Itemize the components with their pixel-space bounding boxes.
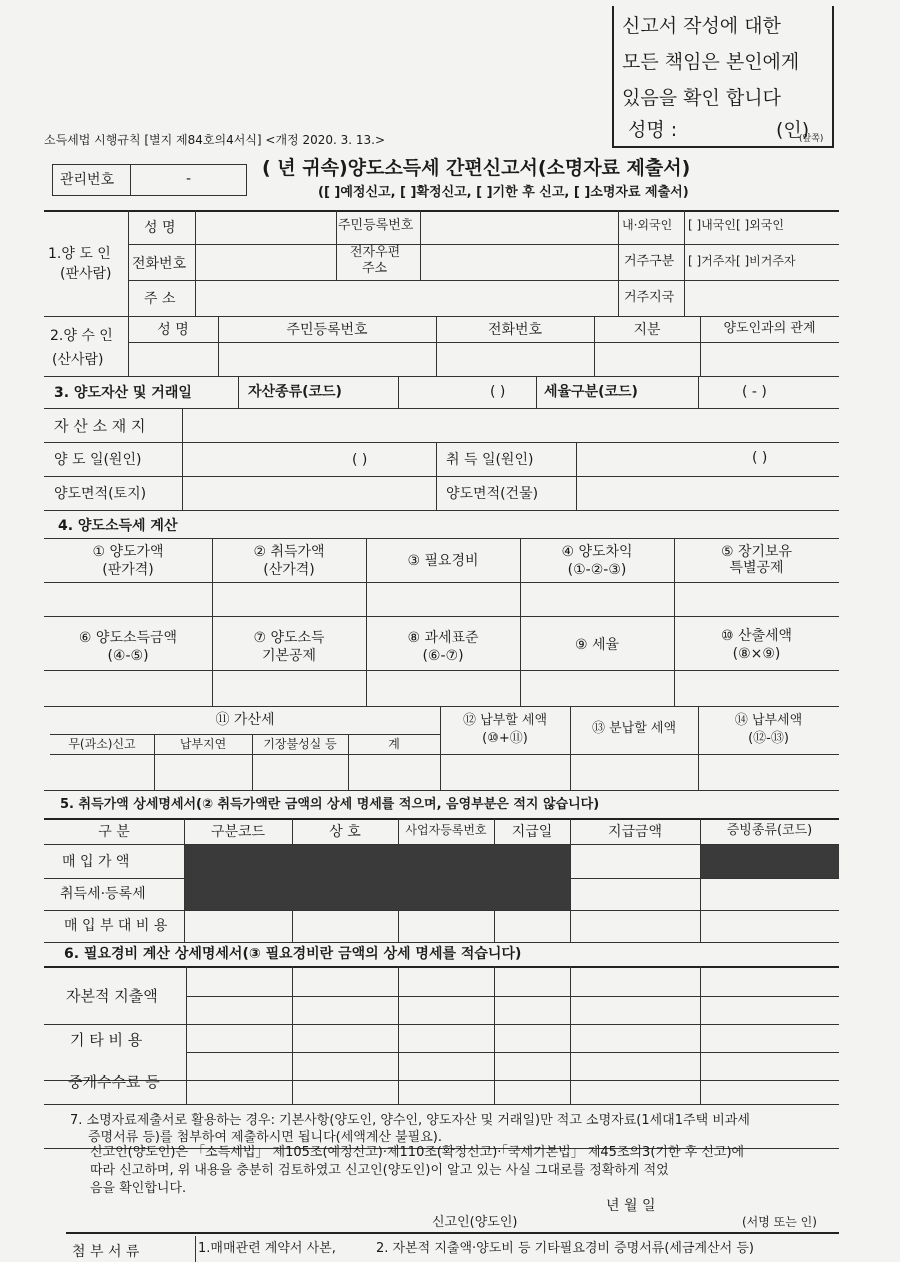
acq-col-4: 지급일 bbox=[511, 824, 553, 840]
attach-item1: 1.매매관련 계약서 사본, bbox=[198, 1241, 336, 1256]
form-subtitle: ([ ]예정신고, [ ]확정신고, [ ]기한 후 신고, [ ]소명자료 제출서) bbox=[318, 185, 689, 200]
sec7-line2: 증명서류 등)를 첨부하여 제출하시면 됩니다(세액계산 불필요). bbox=[88, 1130, 442, 1145]
rate-value: ( - ) bbox=[742, 384, 767, 400]
acq-col-0: 구 분 bbox=[98, 824, 130, 840]
shaded-cells-a bbox=[185, 845, 570, 910]
attach-label: 첨 부 서 류 bbox=[72, 1244, 140, 1260]
sec7-line1: 7. 소명자료제출서로 활용하는 경우: 기본사항(양도인, 양수인, 양도자산 및 거래일)만 적고 소명자료(1세대1주택 비과세 bbox=[70, 1113, 750, 1128]
calc-4-a: ④ 양도차익 bbox=[561, 544, 633, 560]
seller-phone-label: 전화번호 bbox=[132, 256, 187, 272]
pay-a: ⑫ 납부할 세액 bbox=[462, 713, 548, 728]
location-label: 자 산 소 재 지 bbox=[54, 417, 146, 435]
asset-type-label: 자산종류(코드) bbox=[248, 384, 342, 400]
payable-a: ⑭ 납부세액 bbox=[734, 713, 803, 728]
area-land-label: 양도면적(토지) bbox=[54, 486, 147, 502]
pay-b: (⑩+⑪) bbox=[482, 731, 528, 746]
sec4-label: 4. 양도소득세 계산 bbox=[58, 518, 178, 534]
acq-date-paren: ( ) bbox=[752, 450, 768, 466]
decl-line3: 음을 확인합니다. bbox=[90, 1181, 187, 1196]
calc-5-a: ⑤ 장기보유 bbox=[720, 544, 793, 560]
acq-row-2: 매 입 부 대 비 용 bbox=[64, 918, 168, 934]
addtax-col-3: 기장불성실 등 bbox=[263, 737, 337, 751]
acq-row-0: 매 입 가 액 bbox=[62, 854, 130, 870]
seller-email-label2: 주소 bbox=[362, 261, 388, 276]
seller-nat-label: 내·외국인 bbox=[622, 218, 673, 232]
addtax-col-1: 무(과소)신고 bbox=[68, 737, 136, 751]
stamp-seal-note: (앞쪽) bbox=[799, 134, 824, 144]
buyer-col-relation: 양도인과의 관계 bbox=[723, 321, 816, 336]
seller-nat-value: [ ]내국인[ ]외국인 bbox=[688, 218, 784, 232]
seller-email-label: 전자우편 bbox=[350, 245, 401, 260]
acq-col-1: 구분코드 bbox=[210, 824, 266, 840]
attach-item2: 2. 자본적 지출액·양도비 등 기타필요경비 증명서류(세금계산서 등) bbox=[376, 1241, 754, 1256]
mgmt-value: - bbox=[186, 171, 192, 187]
expense-row-1: 기 타 비 용 bbox=[70, 1031, 143, 1049]
responsibility-stamp bbox=[612, 6, 834, 148]
calc-5-b: 특별공제 bbox=[729, 560, 784, 576]
expense-row-2: 중개수수료 등 bbox=[68, 1073, 160, 1091]
calc-6-a: ⑥ 양도소득금액 bbox=[78, 630, 178, 646]
addtax-label: ⑪ 가산세 bbox=[215, 712, 275, 728]
acq-col-3: 사업자등록번호 bbox=[405, 823, 487, 837]
acq-date-label: 취 득 일(원인) bbox=[446, 452, 534, 468]
sec3-label: 3. 양도자산 및 거래일 bbox=[54, 385, 192, 401]
calc-1-b: (판가격) bbox=[102, 562, 154, 578]
calc-10-a: ⑩ 산출세액 bbox=[720, 628, 793, 644]
calc-2-b: (산가격) bbox=[263, 562, 315, 578]
payable-b: (⑫-⑬) bbox=[748, 731, 789, 746]
shaded-cells-b bbox=[701, 845, 839, 878]
decl-line2: 따라 신고하며, 위 내용을 충분히 검토하였고 신고인(양도인)이 알고 있는 사실 그대로를 정확하게 적었 bbox=[90, 1163, 669, 1178]
calc-3-a: ③ 필요경비 bbox=[407, 553, 479, 569]
buyer-col-name: 성 명 bbox=[157, 322, 189, 338]
seller-sublabel: (판사람) bbox=[60, 266, 112, 282]
decl-date: 년 월 일 bbox=[606, 1198, 656, 1214]
expense-row-0: 자본적 지출액 bbox=[66, 987, 158, 1005]
rate-label: 세율구분(코드) bbox=[544, 384, 638, 400]
seller-label: 1.양 도 인 bbox=[48, 246, 111, 262]
decl-line1: 신고인(양도인)은 「소득세법」 제105조(예정신고)·제110조(확정신고)·「국세기본법」 제45조의3(기한 후 신고)에 bbox=[90, 1145, 745, 1160]
acq-row-1: 취득세·등록세 bbox=[60, 886, 146, 902]
seller-res-value: [ ]거주자[ ]비거주자 bbox=[688, 254, 796, 268]
calc-2-a: ② 취득가액 bbox=[253, 544, 325, 560]
calc-1-a: ① 양도가액 bbox=[92, 544, 164, 560]
sec5-label: 5. 취득가액 상세명세서(② 취득가액란 금액의 상세 명세를 적으며, 음영부분은 적지 않습니다) bbox=[60, 797, 600, 812]
stamp-seal: (인) bbox=[776, 119, 810, 141]
decl-sign-note: (서명 또는 인) bbox=[742, 1215, 817, 1229]
buyer-sublabel: (산사람) bbox=[52, 352, 104, 368]
stamp-sign-label: 성명 : bbox=[628, 119, 678, 141]
stamp-line3: 있음을 확인 합니다 bbox=[622, 87, 781, 109]
acq-col-2: 상 호 bbox=[329, 824, 361, 840]
addtax-col-4: 계 bbox=[388, 737, 400, 751]
installment-label: ⑬ 분납할 세액 bbox=[591, 721, 677, 736]
addtax-col-2: 납부지연 bbox=[179, 737, 227, 751]
stamp-line2: 모든 책임은 본인에게 bbox=[622, 51, 800, 73]
decl-signer: 신고인(양도인) bbox=[432, 1215, 518, 1230]
mgmt-label: 관리번호 bbox=[60, 172, 115, 188]
calc-6-b: (④-⑤) bbox=[107, 648, 149, 664]
sec6-label: 6. 필요경비 계산 상세명세서(③ 필요경비란 금액의 상세 명세를 적습니다) bbox=[64, 946, 522, 962]
transfer-date-paren: ( ) bbox=[352, 452, 368, 468]
acq-col-5: 지급금액 bbox=[607, 824, 663, 840]
transfer-date-label: 양 도 일(원인) bbox=[54, 452, 142, 468]
calc-10-b: (⑧×⑨) bbox=[732, 646, 781, 662]
calc-9-a: ⑨ 세율 bbox=[574, 637, 620, 653]
stamp-line1: 신고서 작성에 대한 bbox=[622, 15, 781, 37]
seller-res-label: 거주구분 bbox=[624, 254, 675, 269]
buyer-col-rrn: 주민등록번호 bbox=[286, 322, 368, 338]
calc-4-b: (①-②-③) bbox=[567, 562, 627, 578]
acq-col-6: 증빙종류(코드) bbox=[726, 823, 813, 838]
seller-country-label: 거주지국 bbox=[624, 290, 675, 305]
calc-8-a: ⑧ 과세표준 bbox=[407, 630, 479, 646]
asset-type-paren: ( ) bbox=[490, 384, 506, 400]
regulation-text: 소득세법 시행규칙 [별지 제84호의4서식] <개정 2020. 3. 13.> bbox=[44, 133, 386, 147]
seller-name-label: 성 명 bbox=[144, 220, 176, 236]
seller-addr-label: 주 소 bbox=[144, 291, 176, 307]
buyer-label: 2.양 수 인 bbox=[50, 328, 113, 344]
seller-rrn-label: 주민등록번호 bbox=[338, 218, 414, 233]
form-title: ( 년 귀속)양도소득세 간편신고서(소명자료 제출서) bbox=[262, 157, 691, 179]
buyer-col-share: 지분 bbox=[633, 322, 661, 338]
calc-7-b: 기본공제 bbox=[261, 648, 317, 664]
calc-7-a: ⑦ 양도소득 bbox=[253, 630, 325, 646]
calc-8-b: (⑥-⑦) bbox=[422, 648, 464, 664]
area-bldg-label: 양도면적(건물) bbox=[446, 486, 539, 502]
buyer-col-phone: 전화번호 bbox=[487, 322, 543, 338]
